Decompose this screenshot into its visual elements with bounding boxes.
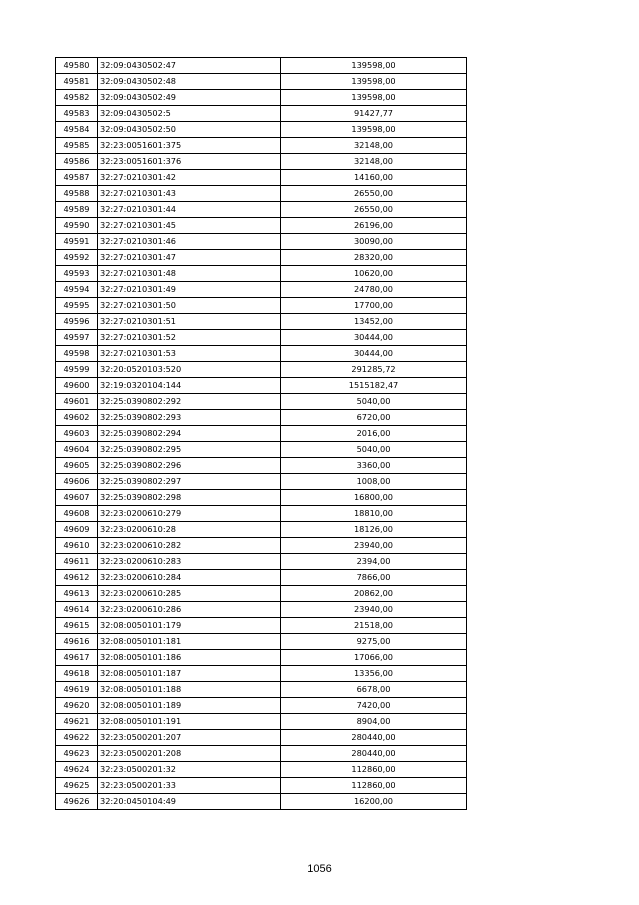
cadastral-value-cell: 3360,00 — [281, 458, 467, 474]
table-row — [56, 314, 467, 330]
cadastral-number-cell: 32:08:0050101:181 — [98, 634, 281, 650]
table-row — [56, 410, 467, 426]
cadastral-value-table — [55, 57, 467, 810]
cadastral-value-cell: 26550,00 — [281, 202, 467, 218]
cadastral-number-cell: 32:19:0320104:144 — [98, 378, 281, 394]
cadastral-number-cell: 32:23:0500201:208 — [98, 746, 281, 762]
cadastral-number-cell: 32:23:0200610:284 — [98, 570, 281, 586]
cadastral-number-cell: 32:09:0430502:49 — [98, 90, 281, 106]
table-row — [56, 266, 467, 282]
row-number-cell: 49619 — [56, 682, 98, 698]
cadastral-value-cell: 91427,77 — [281, 106, 467, 122]
cadastral-number-cell: 32:09:0430502:47 — [98, 58, 281, 74]
cadastral-number-cell: 32:08:0050101:188 — [98, 682, 281, 698]
row-number-cell: 49591 — [56, 234, 98, 250]
table-row — [56, 154, 467, 170]
cadastral-number-cell: 32:27:0210301:43 — [98, 186, 281, 202]
cadastral-number-cell: 32:23:0500201:207 — [98, 730, 281, 746]
table-row — [56, 394, 467, 410]
row-number-cell: 49606 — [56, 474, 98, 490]
row-number-cell: 49599 — [56, 362, 98, 378]
row-number-cell: 49605 — [56, 458, 98, 474]
cadastral-number-cell: 32:25:0390802:295 — [98, 442, 281, 458]
row-number-cell: 49615 — [56, 618, 98, 634]
row-number-cell: 49609 — [56, 522, 98, 538]
cadastral-value-cell: 112860,00 — [281, 762, 467, 778]
row-number-cell: 49596 — [56, 314, 98, 330]
cadastral-value-cell: 139598,00 — [281, 74, 467, 90]
row-number-cell: 49626 — [56, 794, 98, 810]
table-row — [56, 586, 467, 602]
cadastral-number-cell: 32:08:0050101:189 — [98, 698, 281, 714]
cadastral-value-cell: 13452,00 — [281, 314, 467, 330]
row-number-cell: 49623 — [56, 746, 98, 762]
cadastral-value-cell: 5040,00 — [281, 394, 467, 410]
table-row — [56, 250, 467, 266]
table-row — [56, 426, 467, 442]
cadastral-value-cell: 10620,00 — [281, 266, 467, 282]
table-row — [56, 474, 467, 490]
cadastral-number-cell: 32:25:0390802:293 — [98, 410, 281, 426]
cadastral-value-cell: 9275,00 — [281, 634, 467, 650]
cadastral-value-cell: 23940,00 — [281, 538, 467, 554]
table-row — [56, 330, 467, 346]
cadastral-value-cell: 30090,00 — [281, 234, 467, 250]
cadastral-number-cell: 32:09:0430502:48 — [98, 74, 281, 90]
table-row — [56, 138, 467, 154]
table-row — [56, 170, 467, 186]
cadastral-value-cell: 30444,00 — [281, 346, 467, 362]
cadastral-number-cell: 32:08:0050101:191 — [98, 714, 281, 730]
cadastral-number-cell: 32:27:0210301:45 — [98, 218, 281, 234]
row-number-cell: 49597 — [56, 330, 98, 346]
cadastral-value-cell: 112860,00 — [281, 778, 467, 794]
cadastral-number-cell: 32:08:0050101:186 — [98, 650, 281, 666]
table-row — [56, 490, 467, 506]
table-row — [56, 666, 467, 682]
cadastral-value-cell: 280440,00 — [281, 730, 467, 746]
cadastral-value-cell: 17066,00 — [281, 650, 467, 666]
cadastral-number-cell: 32:27:0210301:50 — [98, 298, 281, 314]
row-number-cell: 49584 — [56, 122, 98, 138]
cadastral-number-cell: 32:27:0210301:49 — [98, 282, 281, 298]
cadastral-value-cell: 23940,00 — [281, 602, 467, 618]
row-number-cell: 49588 — [56, 186, 98, 202]
table-row — [56, 378, 467, 394]
table-row — [56, 186, 467, 202]
cadastral-number-cell: 32:27:0210301:52 — [98, 330, 281, 346]
cadastral-number-cell: 32:23:0200610:286 — [98, 602, 281, 618]
row-number-cell: 49602 — [56, 410, 98, 426]
table-row — [56, 90, 467, 106]
table-row — [56, 458, 467, 474]
cadastral-number-cell: 32:25:0390802:298 — [98, 490, 281, 506]
table-row — [56, 522, 467, 538]
cadastral-number-cell: 32:23:0500201:32 — [98, 762, 281, 778]
table-row — [56, 650, 467, 666]
row-number-cell: 49593 — [56, 266, 98, 282]
cadastral-value-cell: 8904,00 — [281, 714, 467, 730]
cadastral-number-cell: 32:27:0210301:48 — [98, 266, 281, 282]
cadastral-number-cell: 32:23:0500201:33 — [98, 778, 281, 794]
table-row — [56, 74, 467, 90]
table-row — [56, 570, 467, 586]
row-number-cell: 49620 — [56, 698, 98, 714]
cadastral-number-cell: 32:27:0210301:42 — [98, 170, 281, 186]
cadastral-value-cell: 18126,00 — [281, 522, 467, 538]
cadastral-number-cell: 32:23:0200610:279 — [98, 506, 281, 522]
table-row — [56, 298, 467, 314]
cadastral-number-cell: 32:23:0051601:376 — [98, 154, 281, 170]
cadastral-value-cell: 18810,00 — [281, 506, 467, 522]
cadastral-value-cell: 7866,00 — [281, 570, 467, 586]
table-row — [56, 506, 467, 522]
table-row — [56, 282, 467, 298]
cadastral-number-cell: 32:20:0450104:49 — [98, 794, 281, 810]
table-row — [56, 746, 467, 762]
cadastral-value-cell: 139598,00 — [281, 122, 467, 138]
cadastral-value-cell: 24780,00 — [281, 282, 467, 298]
cadastral-value-cell: 21518,00 — [281, 618, 467, 634]
cadastral-value-cell: 1515182,47 — [281, 378, 467, 394]
row-number-cell: 49617 — [56, 650, 98, 666]
row-number-cell: 49592 — [56, 250, 98, 266]
cadastral-value-cell: 28320,00 — [281, 250, 467, 266]
row-number-cell: 49598 — [56, 346, 98, 362]
cadastral-number-cell: 32:20:0520103:520 — [98, 362, 281, 378]
page-number: 1056 — [307, 863, 332, 875]
row-number-cell: 49608 — [56, 506, 98, 522]
cadastral-value-cell: 1008,00 — [281, 474, 467, 490]
cadastral-number-cell: 32:23:0200610:285 — [98, 586, 281, 602]
cadastral-number-cell: 32:09:0430502:5 — [98, 106, 281, 122]
cadastral-value-cell: 6678,00 — [281, 682, 467, 698]
cadastral-value-cell: 6720,00 — [281, 410, 467, 426]
table-row — [56, 202, 467, 218]
table-row — [56, 538, 467, 554]
table-row — [56, 762, 467, 778]
table-row — [56, 730, 467, 746]
cadastral-number-cell: 32:25:0390802:292 — [98, 394, 281, 410]
cadastral-number-cell: 32:25:0390802:297 — [98, 474, 281, 490]
row-number-cell: 49611 — [56, 554, 98, 570]
row-number-cell: 49581 — [56, 74, 98, 90]
table-row — [56, 442, 467, 458]
cadastral-number-cell: 32:27:0210301:53 — [98, 346, 281, 362]
cadastral-value-cell: 5040,00 — [281, 442, 467, 458]
cadastral-value-cell: 32148,00 — [281, 154, 467, 170]
row-number-cell: 49586 — [56, 154, 98, 170]
cadastral-value-cell: 7420,00 — [281, 698, 467, 714]
cadastral-value-cell: 20862,00 — [281, 586, 467, 602]
table-row — [56, 778, 467, 794]
row-number-cell: 49582 — [56, 90, 98, 106]
cadastral-number-cell: 32:09:0430502:50 — [98, 122, 281, 138]
cadastral-number-cell: 32:27:0210301:46 — [98, 234, 281, 250]
row-number-cell: 49601 — [56, 394, 98, 410]
row-number-cell: 49580 — [56, 58, 98, 74]
cadastral-number-cell: 32:27:0210301:44 — [98, 202, 281, 218]
row-number-cell: 49604 — [56, 442, 98, 458]
row-number-cell: 49600 — [56, 378, 98, 394]
row-number-cell: 49618 — [56, 666, 98, 682]
row-number-cell: 49587 — [56, 170, 98, 186]
cadastral-value-cell: 16800,00 — [281, 490, 467, 506]
cadastral-value-cell: 32148,00 — [281, 138, 467, 154]
cadastral-number-cell: 32:23:0051601:375 — [98, 138, 281, 154]
cadastral-value-cell: 14160,00 — [281, 170, 467, 186]
cadastral-value-cell: 2016,00 — [281, 426, 467, 442]
cadastral-number-cell: 32:27:0210301:51 — [98, 314, 281, 330]
table-row — [56, 106, 467, 122]
cadastral-number-cell: 32:23:0200610:283 — [98, 554, 281, 570]
cadastral-number-cell: 32:23:0200610:28 — [98, 522, 281, 538]
table-row — [56, 602, 467, 618]
table-row — [56, 634, 467, 650]
cadastral-number-cell: 32:27:0210301:47 — [98, 250, 281, 266]
table-row — [56, 218, 467, 234]
row-number-cell: 49614 — [56, 602, 98, 618]
row-number-cell: 49610 — [56, 538, 98, 554]
table-row — [56, 122, 467, 138]
cadastral-number-cell: 32:25:0390802:296 — [98, 458, 281, 474]
row-number-cell: 49607 — [56, 490, 98, 506]
cadastral-value-cell: 26550,00 — [281, 186, 467, 202]
table-row — [56, 346, 467, 362]
row-number-cell: 49621 — [56, 714, 98, 730]
row-number-cell: 49613 — [56, 586, 98, 602]
cadastral-value-cell: 13356,00 — [281, 666, 467, 682]
table-body — [56, 58, 467, 810]
cadastral-number-cell: 32:08:0050101:187 — [98, 666, 281, 682]
row-number-cell: 49624 — [56, 762, 98, 778]
row-number-cell: 49585 — [56, 138, 98, 154]
cadastral-number-cell: 32:08:0050101:179 — [98, 618, 281, 634]
row-number-cell: 49612 — [56, 570, 98, 586]
row-number-cell: 49616 — [56, 634, 98, 650]
row-number-cell: 49589 — [56, 202, 98, 218]
row-number-cell: 49603 — [56, 426, 98, 442]
cadastral-value-cell: 291285,72 — [281, 362, 467, 378]
cadastral-number-cell: 32:23:0200610:282 — [98, 538, 281, 554]
row-number-cell: 49595 — [56, 298, 98, 314]
table-row — [56, 794, 467, 810]
cadastral-value-cell: 16200,00 — [281, 794, 467, 810]
table-row — [56, 554, 467, 570]
table-row — [56, 714, 467, 730]
table-row — [56, 698, 467, 714]
cadastral-value-cell: 2394,00 — [281, 554, 467, 570]
table-row — [56, 682, 467, 698]
table-row — [56, 618, 467, 634]
row-number-cell: 49622 — [56, 730, 98, 746]
table-row — [56, 58, 467, 74]
cadastral-value-cell: 139598,00 — [281, 58, 467, 74]
cadastral-value-cell: 17700,00 — [281, 298, 467, 314]
cadastral-value-cell: 30444,00 — [281, 330, 467, 346]
cadastral-number-cell: 32:25:0390802:294 — [98, 426, 281, 442]
row-number-cell: 49583 — [56, 106, 98, 122]
table-row — [56, 362, 467, 378]
table-row — [56, 234, 467, 250]
cadastral-value-cell: 280440,00 — [281, 746, 467, 762]
row-number-cell: 49625 — [56, 778, 98, 794]
cadastral-value-cell: 139598,00 — [281, 90, 467, 106]
row-number-cell: 49590 — [56, 218, 98, 234]
row-number-cell: 49594 — [56, 282, 98, 298]
cadastral-value-cell: 26196,00 — [281, 218, 467, 234]
